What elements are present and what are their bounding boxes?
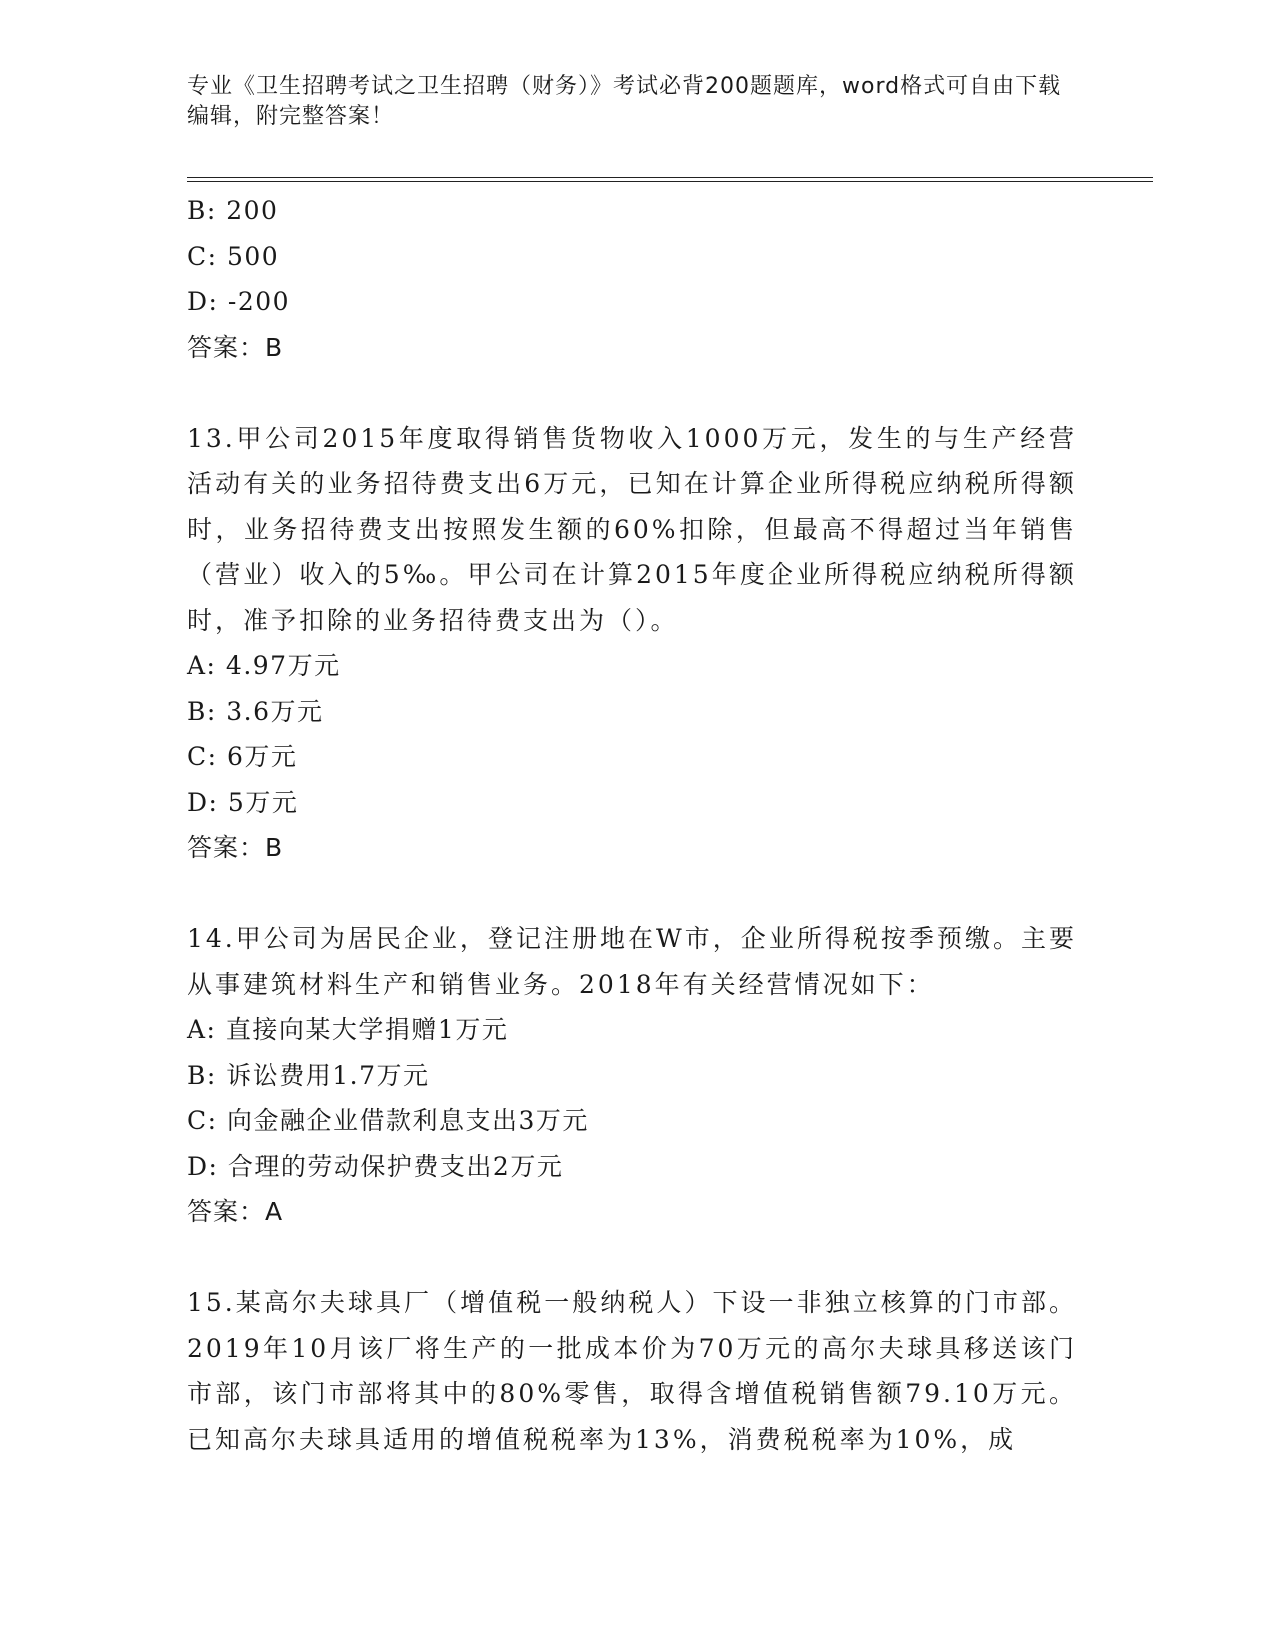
option-b: B: 200 bbox=[187, 196, 279, 225]
question-12-tail bbox=[187, 188, 1087, 370]
question-text bbox=[187, 416, 1077, 644]
document-body bbox=[187, 188, 1087, 1462]
question-body: 某高尔夫球具厂（增值税一般纳税人）下设一非独立核算的门市部。2019年10月该厂将生产的一批成本价为70万元的高尔夫球具移送该门市部，该门市部将其中的80%零售，取得含增值税销售额79.10万元。已知高尔夫球具适用的增值税税率为13%，消费税税率为10%，成 bbox=[187, 1288, 1077, 1454]
header-title: 专业《卫生招聘考试之卫生招聘（财务）》考试必背200题题库，word格式可自由下载编辑，附完整答案！ bbox=[187, 74, 1062, 129]
option-d: D: -200 bbox=[187, 287, 291, 316]
question-13 bbox=[187, 416, 1087, 871]
option-d: D: 合理的劳动保护费支出2万元 bbox=[187, 1151, 564, 1181]
answer-line: 答案：B bbox=[187, 833, 284, 862]
option-a: A: 4.97万元 bbox=[187, 651, 341, 680]
spacer bbox=[187, 871, 1087, 917]
option-c: C: 6万元 bbox=[187, 742, 298, 771]
option-c: C: 向金融企业借款利息支出3万元 bbox=[187, 1106, 589, 1135]
question-body: 甲公司为居民企业，登记注册地在W市，企业所得税按季预缴。主要从事建筑材料生产和销售业务。2018年有关经营情况如下： bbox=[187, 924, 1077, 999]
question-14 bbox=[187, 916, 1087, 1235]
question-number: 13. bbox=[187, 423, 236, 453]
question-text bbox=[187, 1280, 1077, 1462]
spacer bbox=[187, 1235, 1087, 1281]
spacer bbox=[187, 370, 1087, 416]
header-divider-top bbox=[187, 177, 1153, 178]
option-c: C: 500 bbox=[187, 241, 280, 271]
question-15 bbox=[187, 1280, 1087, 1462]
answer-line: 答案：A bbox=[187, 1197, 284, 1226]
question-body: 甲公司2015年度取得销售货物收入1000万元，发生的与生产经营活动有关的业务招待费支出6万元，已知在计算企业所得税应纳税所得额时，业务招待费支出按照发生额的60%扣除，但最高不得超过当年销售（营业）收入的5‰。甲公司在计算2015年度企业所得税应纳税所得额时，准予扣除的业务招待费支出为（）。 bbox=[187, 423, 1077, 635]
document-header bbox=[187, 72, 1067, 132]
question-number: 15. bbox=[187, 1288, 236, 1317]
option-a: A: 直接向某大学捐赠1万元 bbox=[187, 1015, 509, 1044]
answer-line: 答案：B bbox=[187, 332, 284, 362]
option-b: B: 3.6万元 bbox=[187, 696, 324, 726]
header-divider-bottom bbox=[187, 181, 1153, 182]
question-text bbox=[187, 916, 1077, 1007]
option-b: B: 诉讼费用1.7万元 bbox=[187, 1060, 430, 1090]
question-number: 14. bbox=[187, 924, 236, 953]
option-d: D: 5万元 bbox=[187, 787, 299, 817]
